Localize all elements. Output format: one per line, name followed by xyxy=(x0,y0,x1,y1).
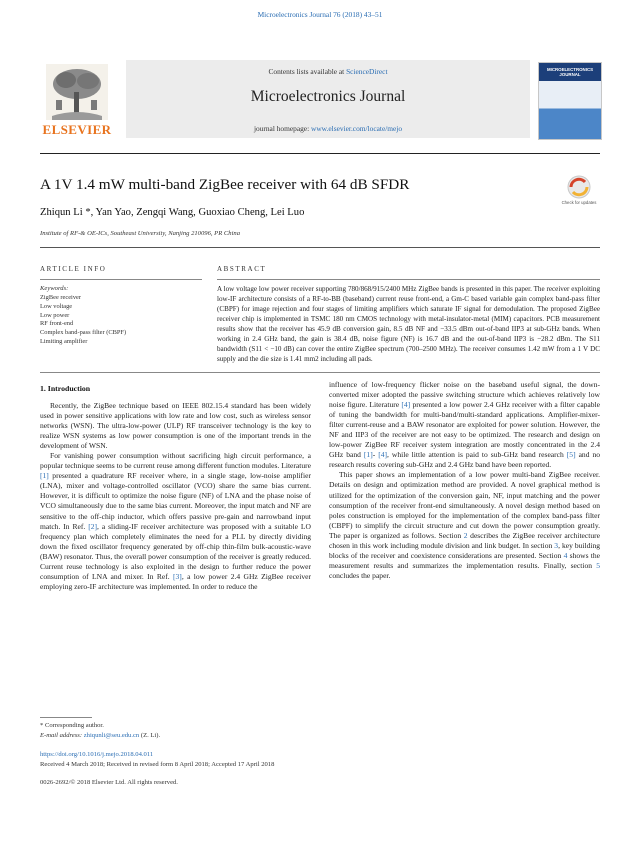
article-history xyxy=(40,750,600,769)
sciencedirect-link[interactable]: ScienceDirect xyxy=(346,67,388,76)
footnote-divider xyxy=(40,717,92,718)
keywords-label: Keywords: xyxy=(40,285,69,292)
author-list: Zhiqun Li *, Yan Yao, Zengqi Wang, Guoxiao Cheng, Lei Luo xyxy=(40,207,305,218)
elsevier-logo[interactable] xyxy=(40,60,114,138)
journal-reference[interactable]: Microelectronics Journal 76 (2018) 43–51 xyxy=(257,10,383,19)
citation-link[interactable]: [3] xyxy=(173,571,182,581)
citation-link[interactable]: [5] xyxy=(566,450,576,460)
check-for-updates-badge[interactable] xyxy=(561,174,597,210)
journal-banner xyxy=(126,60,530,138)
citation-link[interactable]: [4] xyxy=(378,450,388,460)
keyword-list xyxy=(40,294,205,347)
affiliation: Institute of RF-& OE-ICs, Southeast University, Nanjing 210096, PR China xyxy=(40,230,240,237)
elsevier-tree-icon xyxy=(46,64,108,120)
intro-paragraph: Recently, the ZigBee technique based on IEEE 802.15.4 standard has been widely used in power sensitive applications with low rate and low cost, such as wireless sensor networks (WSN). The ultra-low-power (ULP) RF transceiver technology is the key to realize WSN systems as low power consumption is one of the important trends in the development of WSN. xyxy=(40,401,311,451)
citation-link[interactable]: [2] xyxy=(88,521,98,531)
body-column-right xyxy=(329,380,600,581)
section-link[interactable]: 2 xyxy=(463,530,468,540)
citation-link[interactable]: [1] xyxy=(40,471,49,481)
introduction-heading: 1. Introduction xyxy=(40,384,91,393)
body-column-left xyxy=(40,401,311,592)
copyright-line: 0026-2692/© 2018 Elsevier Ltd. All rights reserved. xyxy=(40,779,178,786)
contents-available: Contents lists available at ScienceDirect xyxy=(268,67,388,76)
section-link[interactable]: 3 xyxy=(554,540,559,550)
check-updates-icon xyxy=(561,174,597,202)
abstract-divider xyxy=(40,372,600,373)
journal-homepage: journal homepage: www.elsevier.com/locate/mejo xyxy=(253,124,403,133)
check-for-updates-label: Check for updates xyxy=(561,200,597,205)
corresponding-label: * Corresponding author. xyxy=(40,722,104,729)
citation-link[interactable]: [1] xyxy=(363,450,373,460)
abstract-rule xyxy=(217,279,600,280)
keyword-item: RF front-end xyxy=(40,320,74,328)
author-divider xyxy=(40,247,600,248)
intro-paragraph: influence of low-frequency flicker noise on the baseband useful signal, the down-converted mixer adopted the passive switching structure which achieves relatively low noise figure. Literature [4] presented a low power 2.4 GHz receiver with a filter capable of tuning the bandwidth for multi-band/multi-standard applications. Amplifier-mixer-filter current-reuse and a BAW resonator are exploited for power solution. However, the NF and IIP3 of the receiver are not easy to be optimized. The research and design on low-power ZigBee RF receiver system integration are mostly concentrated in the 2.4 GHz band [1]- [4], while little attention is paid to sub-GHz band research [5] and no research results covering sub-GHz and 2.4 GHz band have been reported. xyxy=(329,380,601,470)
keyword-item: Complex band-pass filter (CBPF) xyxy=(40,329,127,337)
abstract-heading: ABSTRACT xyxy=(217,265,267,273)
article-info-rule xyxy=(40,279,202,280)
keyword-item: Low voltage xyxy=(40,302,73,310)
keyword-item: Limiting amplifier xyxy=(40,337,88,345)
journal-name: Microelectronics Journal xyxy=(250,88,406,105)
email-link[interactable]: zhiqunli@seu.edu.cn xyxy=(83,731,140,739)
intro-paragraph: This paper shows an implementation of a low power multi-band ZigBee receiver. Details on design and optimization method are provided. A novel graphical method is utilized for the optimization of the conversion gain, NF, input matching and the power consumption of the receiver front-end simultaneously. A novel design method based on poles construction is employed for the implementation of the complex band-pass filter (CBPF) to simplify the circuit structure and cut down the power consumption greatly. The paper is organized as follows. Section 2 describes the ZigBee receiver architecture chosen in this work including module division and link budget. In section 3, key building blocks of the receiver and coexistence considerations are presented. Section 4 shows the measurement results and summarizes the implementation results. Finally, section 5 concludes the paper. xyxy=(329,470,600,580)
cover-title: MICROELECTRONICS JOURNAL xyxy=(546,67,594,78)
keyword-item: ZigBee receiver xyxy=(40,294,81,301)
doi-link[interactable]: https://doi.org/10.1016/j.mejo.2018.04.011 xyxy=(40,751,154,758)
intro-paragraph: For vanishing power consumption without sacrificing high circuit performance, a popular technique seems to be current reuse among different function modules. Literature [1] presented a quadrature RF receiver where, in a single stage, low-noise amplifier (LNA), mixer and voltage-controlled oscillator (VCO) share the same bias current. However, it is difficult to optimize the noise figure (NF) of LNA and the phase noise of VCO simultaneously due to the same bias current. Moreover, the input match and NF are sensitive to the off-chip inductor, which offers passive pre-gain and narrowband input match. In Ref. [2], a sliding-IF receiver architecture was proposed with a suitable LO frequency plan which completely eliminates the need for a PLL by directly dividing down the fixed oscillator frequency generated by off-chip thin-film bulk-acoustic-wave (BAW) resonator. Thus, the overall power consumption of the receiver is greatly reduced. Current reuse technology is also exploited in the design to further reduce the power consumption of LNA and mixer. In Ref. [3], a low power 2.4 GHz ZigBee receiver employing zero-IF architecture was implemented. In order to reduce the xyxy=(40,451,311,591)
header-divider xyxy=(40,153,600,154)
journal-cover-thumbnail[interactable] xyxy=(538,62,602,140)
paper-title: A 1V 1.4 mW multi-band ZigBee receiver with 64 dB SFDR xyxy=(40,176,410,193)
article-info-heading: ARTICLE INFO xyxy=(40,265,107,273)
section-link[interactable]: 5 xyxy=(596,560,600,570)
email-line: E-mail address: zhiqunli@seu.edu.cn (Z. Li). xyxy=(40,731,161,739)
elsevier-wordmark: ELSEVIER xyxy=(42,122,112,137)
abstract-text: A low voltage low power receiver supporting 780/868/915/2400 MHz ZigBee bands is presented in this paper. The receiver exploiting low-IF architecture consists of a RF-to-BB (baseband) current reuse front-end, a Gm-C based variable gain complex band-pass filter (CBPF) for image rejection and four stages of limiting amplifiers which saturate IF signal for demodulation. The proposed ZigBee receiver chip is implemented in TSMC 180 nm CMOS technology with metal-insulator-metal (MIM) capacitors. PCB measurement results show that the receiver has 45.9 dB conversion gain, 8.5 dB NF and −33.5 dBm out-of-band IIP3 at sub-GHz bands. When working in 2.4 GHz band, the gain is 38.4 dB, noise figure (NF) is 16.7 dB and the out-of-band IIP3 is −28.2 dBm. The S11 bandwidth (S11 < −10 dB) can cover the entire ZigBee spectrum (700–2500 MHz). The receiver consumes 1.42 mW from a 1 V DC supply and the die size is 1.41 mm2 including all pads. xyxy=(217,285,600,364)
received-dates: Received 4 March 2018; Received in revised form 8 April 2018; Accepted 17 April 2018 xyxy=(40,760,275,768)
homepage-link[interactable]: www.elsevier.com/locate/mejo xyxy=(311,124,403,133)
corresponding-author-note xyxy=(40,721,600,740)
citation-link[interactable]: [4] xyxy=(401,400,411,410)
section-link[interactable]: 4 xyxy=(563,550,568,560)
masthead xyxy=(40,60,600,146)
keyword-item: Low power xyxy=(40,311,70,319)
